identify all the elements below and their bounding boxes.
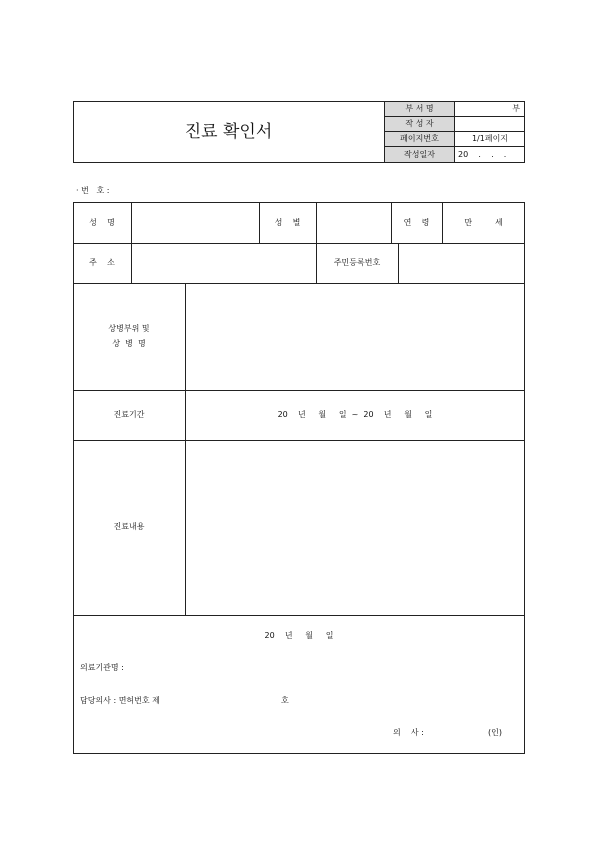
rrn-label: 주민등록번호 <box>333 258 381 267</box>
treatment-content-field[interactable] <box>186 441 524 614</box>
name-field[interactable] <box>132 203 258 242</box>
gender-label: 성 별 <box>274 218 301 227</box>
rrn-field[interactable] <box>399 244 524 282</box>
name-label: 성 명 <box>89 218 115 227</box>
meta-row-line <box>384 146 525 147</box>
treatment-period-value[interactable]: 20 년 월 일 ~ 20 년 월 일 <box>277 410 433 419</box>
meta-row-line <box>384 116 525 117</box>
treatment-content-label: 진료내용 <box>113 522 145 531</box>
doctor-license-suffix: 호 <box>281 696 289 705</box>
meta-row-line <box>384 131 525 132</box>
form-row-line <box>73 390 525 391</box>
diagnosis-label-line1: 상병부위 및 <box>108 324 150 333</box>
number-line: · 번 호 : <box>76 186 110 195</box>
doctor-license-label: 담당의사 : 면허번호 제 <box>80 696 160 705</box>
age-value[interactable]: 만 세 <box>464 218 503 227</box>
diagnosis-field[interactable] <box>186 284 524 389</box>
meta-value-date[interactable]: 20 . . . <box>458 150 507 159</box>
address-field[interactable] <box>132 244 315 282</box>
diagnosis-label-line2: 상 병 명 <box>112 339 146 348</box>
meta-label-department: 부 서 명 <box>405 104 434 113</box>
age-label: 연 령 <box>403 218 430 227</box>
meta-label-author: 작 성 자 <box>405 119 434 128</box>
meta-value-department[interactable]: 부 <box>512 104 520 113</box>
gender-field[interactable] <box>317 203 390 242</box>
address-label: 주 소 <box>89 258 115 267</box>
document-title: 진료 확인서 <box>184 122 273 142</box>
treatment-period-label: 진료기간 <box>113 410 145 419</box>
meta-label-page-number: 페이지번호 <box>400 134 439 143</box>
header-meta-divider <box>454 101 455 163</box>
seal-mark: (인) <box>488 728 502 737</box>
meta-label-date: 작성일자 <box>404 150 435 159</box>
issue-date[interactable]: 20 년 월 일 <box>264 631 334 640</box>
meta-value-page-number: 1/1페이지 <box>471 134 509 143</box>
doctor-sign-label: 의 사 : <box>393 728 424 737</box>
form-row-line <box>73 615 525 616</box>
institution-label: 의료기관명 : <box>80 663 124 672</box>
